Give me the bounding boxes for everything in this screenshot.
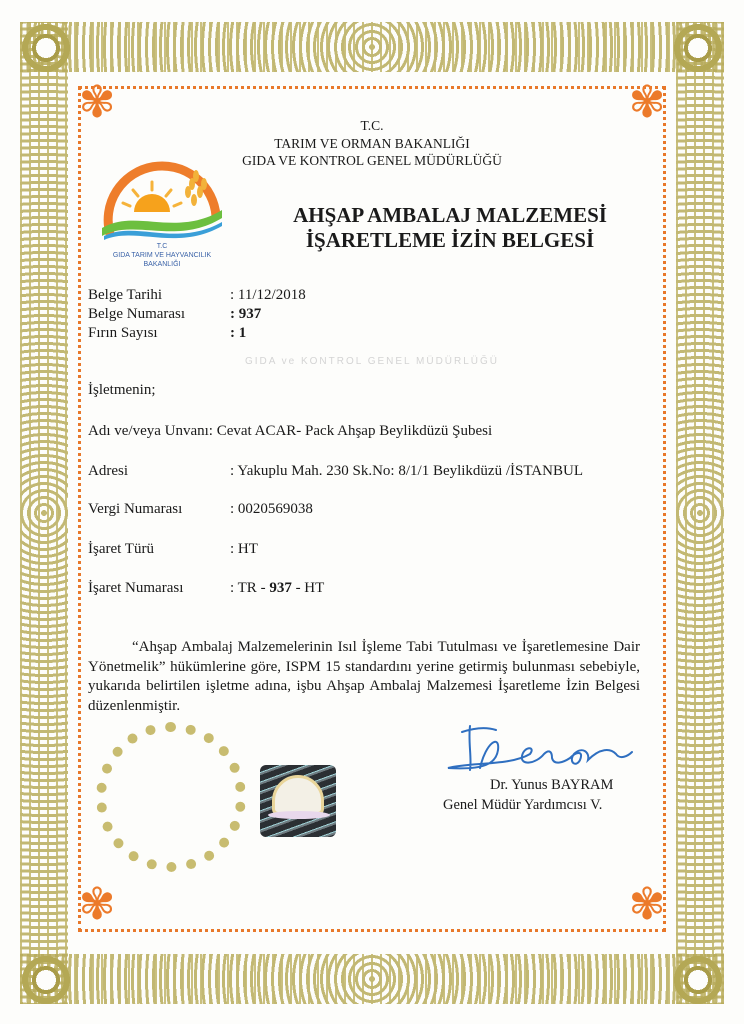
sun-icon (134, 194, 170, 212)
business-name-label: Adı ve/veya Unvanı: (88, 423, 213, 439)
logo-text-ministry: GIDA TARIM VE HAYVANCILIK (112, 252, 212, 259)
field-label: İşaret Numarası (88, 580, 184, 596)
business-name-row (88, 422, 492, 440)
business-name-value: Cevat ACAR- Pack Ahşap Beylikdüzü Şubesi (216, 423, 493, 439)
field-value: : 937 (230, 306, 262, 322)
field-label: Fırın Sayısı (88, 325, 158, 341)
field-vergi-numarasi (88, 500, 313, 518)
gold-corner-ornament (668, 18, 728, 78)
field-value: : 1 (230, 325, 247, 341)
logo-text-bakanligi: BAKANLIĞI (143, 261, 181, 268)
document-title-line2: İŞARETLEME İZİN BELGESİ (305, 228, 595, 252)
orange-floral-corner-icon: ✾ (78, 880, 116, 929)
gold-border-left (20, 22, 68, 1004)
field-value-number: 937 (269, 580, 292, 596)
signatory-title: Genel Müdür Yardımcısı V. (443, 797, 603, 813)
background-watermark (0, 356, 744, 368)
orange-floral-corner-icon: ✾ (628, 78, 666, 127)
field-label: Adresi (88, 463, 128, 479)
header-ministry: TARIM VE ORMAN BAKANLIĞI (274, 136, 470, 151)
field-firin-sayisi (88, 324, 246, 342)
watermark-text: GIDA ve KONTROL GENEL MÜDÜRLÜĞÜ (244, 356, 500, 367)
orange-floral-corner-icon: ✾ (628, 880, 666, 929)
field-value: : 0020569038 (230, 501, 313, 517)
field-adresi (88, 462, 583, 480)
field-isaret-turu (88, 540, 258, 558)
field-label: Belge Tarihi (88, 287, 163, 303)
gold-border-top (20, 22, 724, 72)
business-intro: İşletmenin; (88, 382, 156, 398)
gold-border-right (676, 22, 724, 1004)
field-isaret-numarasi (88, 579, 324, 597)
embossed-seal (96, 722, 246, 872)
hologram-sticker (260, 765, 336, 837)
gold-corner-ornament (16, 18, 76, 78)
gold-corner-ornament (668, 950, 728, 1010)
hologram-wave (268, 811, 330, 819)
document-title-line1: AHŞAP AMBALAJ MALZEMESİ (293, 203, 607, 227)
field-label: Vergi Numarası (88, 501, 183, 517)
certification-paragraph: “Ahşap Ambalaj Malzemelerinin Isıl İşleme Tabi Tutulması ve İşaretlemesine Dair Yönetmelik” hükümlerine göre, ISPM 15 standardını yerine getirmiş bulunması sebebiyle, yukarıda belirtilen işletme adına, işbu Ahşap Ambalaj Malzemesi İşaretleme İzin Belgesi düzenlenmiştir. (88, 639, 640, 714)
field-belge-numarasi (88, 305, 261, 323)
logo-text-tc: T.C (156, 243, 168, 250)
field-label: İşaret Türü (88, 541, 154, 557)
field-value: : Yakuplu Mah. 230 Sk.No: 8/1/1 Beylikdüzü /İSTANBUL (230, 463, 583, 479)
field-belge-tarihi (88, 286, 306, 304)
orange-floral-corner-icon: ✾ (78, 78, 116, 127)
header-tc: T.C. (360, 118, 384, 133)
signatory-name: Dr. Yunus BAYRAM (490, 777, 614, 793)
gold-corner-ornament (16, 950, 76, 1010)
handwritten-signature (440, 722, 640, 778)
field-value-suffix: - HT (291, 580, 325, 596)
field-value: : 11/12/2018 (230, 287, 306, 303)
hologram-logo-icon (272, 775, 324, 815)
gold-border-bottom (20, 954, 724, 1004)
header-directorate: GIDA VE KONTROL GENEL MÜDÜRLÜĞÜ (242, 153, 502, 168)
field-value: : HT (230, 541, 258, 557)
field-label: Belge Numarası (88, 306, 186, 322)
field-value-prefix: : TR - (230, 580, 270, 596)
